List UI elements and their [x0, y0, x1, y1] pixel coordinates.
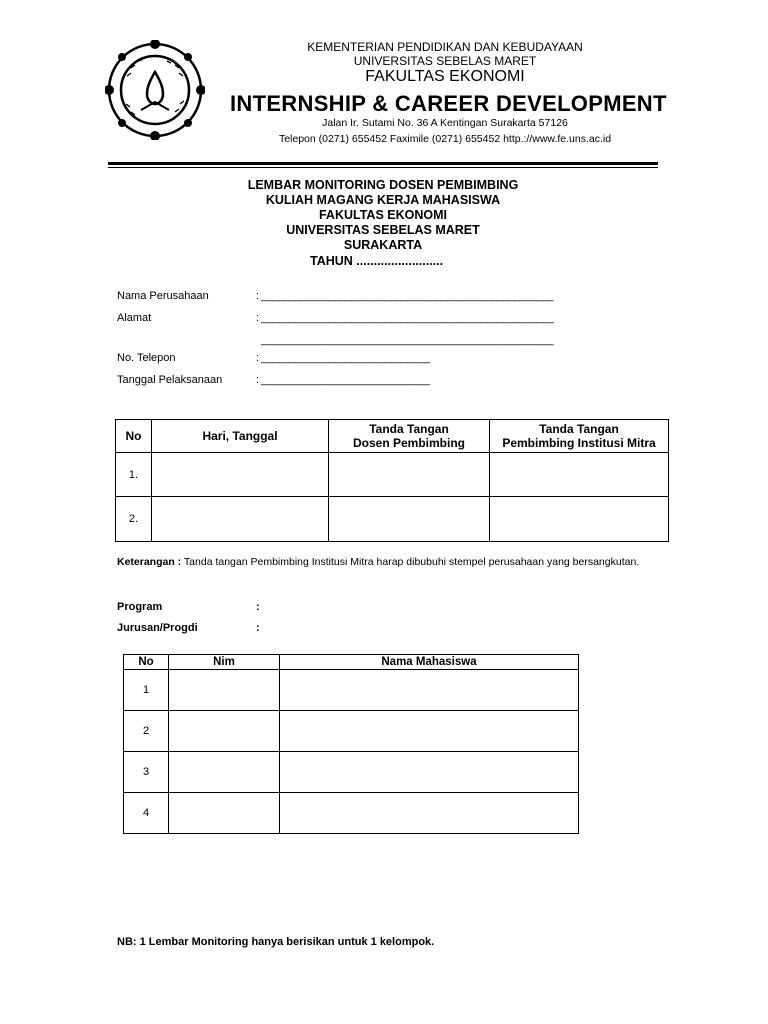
- phone-field[interactable]: : ______________________________: [256, 352, 430, 364]
- unit-name: INTERNSHIP & CAREER DEVELOPMENT: [230, 91, 667, 116]
- company-label: Nama Perusahaan: [117, 290, 209, 302]
- partner-signature-cell[interactable]: [490, 497, 669, 542]
- col-no-header: No: [124, 655, 169, 670]
- table-row: [124, 752, 579, 793]
- table-row: [116, 497, 669, 542]
- student-name-cell[interactable]: [280, 670, 579, 711]
- date-label: Tanggal Pelaksanaan: [117, 374, 223, 386]
- address-line: Jalan Ir. Sutami No. 36 A Kentingan Surakarta 57126: [322, 117, 568, 129]
- major-label: Jurusan/Progdi: [117, 622, 198, 634]
- note-label: Keterangan :: [117, 556, 182, 568]
- program-label: Program: [117, 601, 163, 613]
- title-year: TAHUN .........................: [310, 254, 444, 268]
- row-number: 3: [124, 752, 169, 793]
- student-table: [123, 654, 579, 834]
- col-lecturer-signature-header: Tanda Tangan Dosen Pembimbing: [329, 420, 490, 453]
- header-divider: [108, 162, 658, 165]
- contact-line: Telepon (0271) 655452 Faximile (0271) 655452 http.://www.fe.uns.ac.id: [278, 133, 612, 145]
- ministry-name: KEMENTERIAN PENDIDIKAN DAN KEBUDAYAAN: [307, 40, 583, 54]
- nim-cell[interactable]: [169, 793, 280, 834]
- row-number: 1.: [116, 453, 152, 497]
- note: [117, 556, 639, 568]
- address-field-cont[interactable]: ____________________________________________________: [261, 334, 554, 346]
- date-field[interactable]: : ______________________________: [256, 374, 430, 386]
- footer-note: NB: 1 Lembar Monitoring hanya berisikan untuk 1 kelompok.: [117, 936, 435, 948]
- col-partner-signature-header: Tanda Tangan Pembimbing Institusi Mitra: [490, 420, 669, 453]
- row-number: 4: [124, 793, 169, 834]
- title-line-3: FAKULTAS EKONOMI: [318, 208, 447, 222]
- col-name-header: Nama Mahasiswa: [280, 655, 579, 670]
- table-row: [116, 453, 669, 497]
- row-number: 2.: [116, 497, 152, 542]
- major-colon: :: [256, 622, 260, 634]
- nim-cell[interactable]: [169, 752, 280, 793]
- nim-cell[interactable]: [169, 711, 280, 752]
- row-number: 2: [124, 711, 169, 752]
- student-name-cell[interactable]: [280, 793, 579, 834]
- row-number: 1: [124, 670, 169, 711]
- col-no-header: No: [116, 420, 152, 453]
- header-divider-thin: [108, 167, 658, 168]
- faculty-name: FAKULTAS EKONOMI: [365, 68, 525, 85]
- title-line-2: KULIAH MAGANG KERJA MAHASISWA: [265, 193, 501, 207]
- student-name-cell[interactable]: [280, 752, 579, 793]
- table-row: [124, 670, 579, 711]
- university-logo: [105, 40, 205, 140]
- title-line-5: SURAKARTA: [343, 238, 423, 252]
- table-row: [124, 793, 579, 834]
- date-cell[interactable]: [152, 453, 329, 497]
- address-field[interactable]: : ____________________________________________________: [256, 312, 554, 324]
- date-cell[interactable]: [152, 497, 329, 542]
- phone-label: No. Telepon: [117, 352, 176, 364]
- student-name-cell[interactable]: [280, 711, 579, 752]
- address-label: Alamat: [117, 312, 152, 324]
- title-line-1: LEMBAR MONITORING DOSEN PEMBIMBING: [247, 178, 519, 192]
- university-name: UNIVERSITAS SEBELAS MARET: [353, 54, 537, 68]
- table-row: [124, 711, 579, 752]
- partner-signature-cell[interactable]: [490, 453, 669, 497]
- company-field[interactable]: : ____________________________________________________: [256, 290, 554, 302]
- monitoring-table: [115, 419, 669, 542]
- nim-cell[interactable]: [169, 670, 280, 711]
- lecturer-signature-cell[interactable]: [329, 453, 490, 497]
- note-text: Tanda tangan Pembimbing Institusi Mitra harap dibubuhi stempel perusahaan yang bersangkutan.: [183, 556, 640, 568]
- lecturer-signature-cell[interactable]: [329, 497, 490, 542]
- col-nim-header: Nim: [169, 655, 280, 670]
- title-line-4: UNIVERSITAS SEBELAS MARET: [286, 223, 480, 237]
- col-date-header: Hari, Tanggal: [152, 420, 329, 453]
- program-colon: :: [256, 601, 260, 613]
